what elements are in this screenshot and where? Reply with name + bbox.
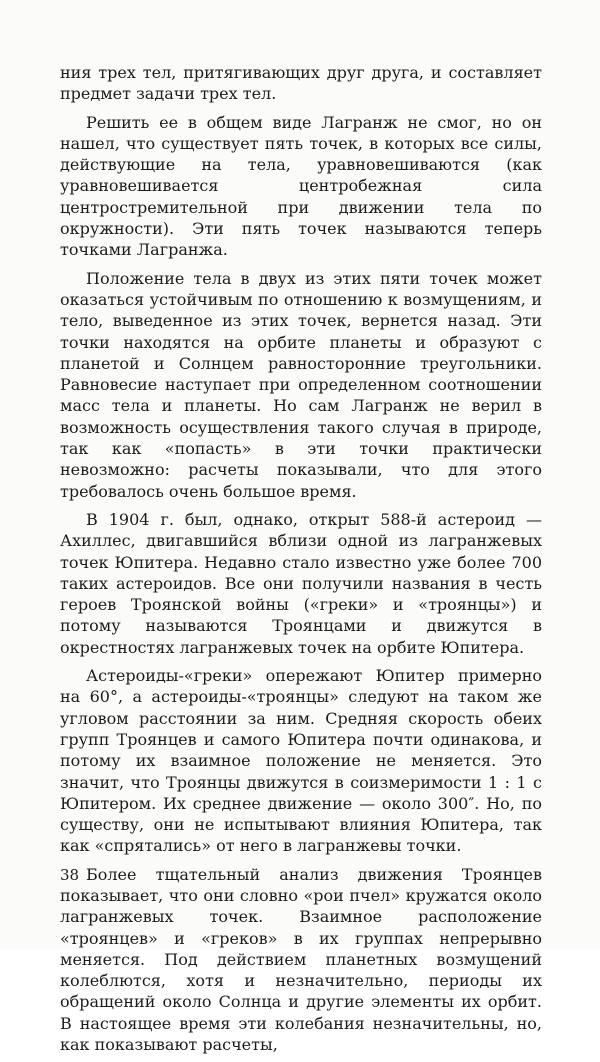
paragraph: Более тщательный анализ движения Троянцев показывает, что они словно «рои пчел» кружатся около лагранжевых точек. Взаимное расположение «троянцев» и «греков» в их группах непрерывно меняется. Под действием планетных возмущений колеблются, хотя и незначительно, периоды их обращений около Солнца и другие элементы их орбит. В настоящее время эти колебания незначительны, но, как показывают расчеты, — [60, 864, 542, 1055]
paragraph: В 1904 г. был, однако, открыт 588-й астероид — Ахиллес, двигавшийся вблизи одной из лагранжевых точек Юпитера. Недавно стало известно уже более 700 таких астероидов. Все они получили названия в честь героев Троянской войны («греки» и «троянцы») и потому называются Троянцами и движутся в окрестностях лагранжевых точек на орбите Юпитера. — [60, 509, 542, 657]
paragraph: Решить ее в общем виде Лагранж не смог, но он нашел, что существует пять точек, в которых все силы, действующие на тела, уравновешиваются (как уравновешивается центробежная сила центростремительной при движении тела по окружности). Эти пять точек называются теперь точками Лагранжа. — [60, 112, 542, 260]
body-text — [60, 62, 542, 1062]
paragraph: Положение тела в двух из этих пяти точек может оказаться устойчивым по отношению к возмущениям, и тело, выведенное из этих точек, вернется назад. Эти точки находятся на орбите планеты и образуют с планетой и Солнцем равносторонние треугольники. Равновесие наступает при определенном соотношении масс тела и планеты. Но сам Лагранж не верил в возможность осуществления такого случая в природе, так как «попасть» в эти точки практически невозможно: расчеты показывали, что для этого требовалось очень большое время. — [60, 268, 542, 501]
paragraph: Астероиды-«греки» опережают Юпитер примерно на 60°, а астероиды-«троянцы» следуют на таком же угловом расстоянии за ним. Средняя скорость обеих групп Троянцев и самого Юпитера почти одинакова, и потому их взаимное положение не меняется. Это значит, что Троянцы движутся в соизмеримости 1 : 1 с Юпитером. Их среднее движение — около 300″. Но, по существу, они не испытывают влияния Юпитера, так как «спрятались» от него в лагранжевы точки. — [60, 666, 542, 856]
page-number: 38 — [60, 866, 80, 884]
paragraph: ния трех тел, притягивающих друг друга, и составляет предмет задачи трех тел. — [60, 63, 542, 104]
